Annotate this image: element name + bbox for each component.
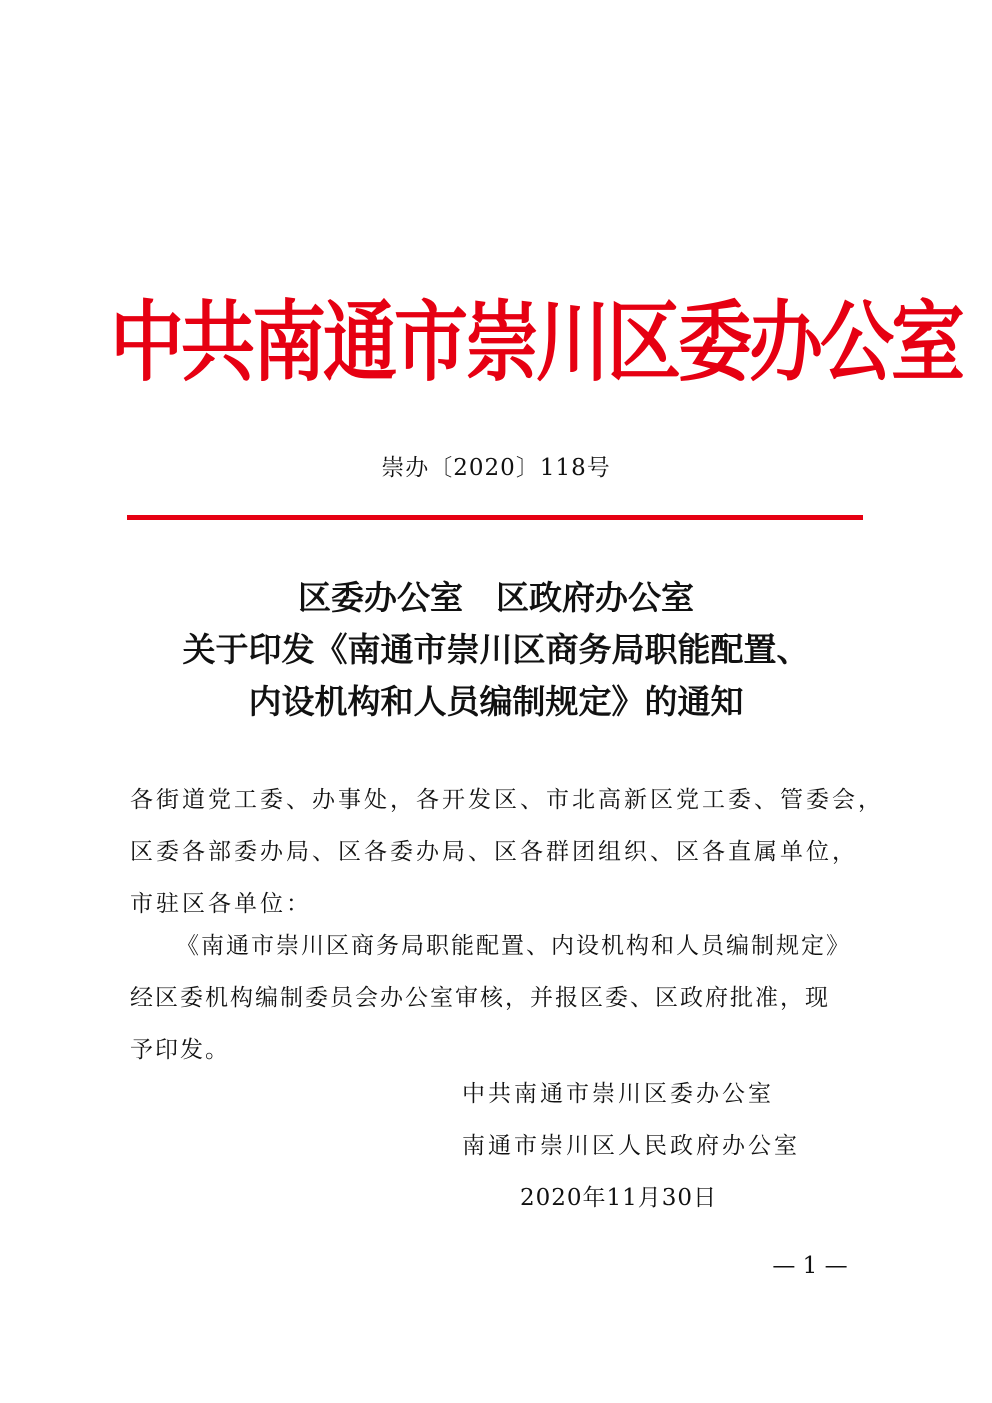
recipients-block	[130, 774, 884, 930]
signature-org-2: 南通市崇川区人民政府办公室	[462, 1133, 800, 1159]
signature-org-1: 中共南通市崇川区委办公室	[462, 1081, 774, 1107]
body-line-1: 《南通市崇川区商务局职能配置、内设机构和人员编制规定》	[176, 933, 851, 959]
title-line-2: 关于印发《南通市崇川区商务局职能配置、	[182, 630, 810, 669]
recipients-line-2: 区委各部委办局、区各委办局、区各群团组织、区各直属单位，	[130, 839, 858, 865]
masthead-title: 中共南通市崇川区委办公室	[110, 292, 962, 394]
title-line-1: 区委办公室 区政府办公室	[298, 578, 694, 617]
body-line-3: 予印发。	[130, 1037, 230, 1063]
recipients-line-1: 各街道党工委、办事处，各开发区、市北高新区党工委、管委会，	[130, 787, 884, 813]
recipients-line-3: 市驻区各单位：	[130, 891, 312, 917]
body-paragraph	[130, 920, 870, 1076]
signature-date: 2020年11月30日	[520, 1185, 718, 1211]
body-line-2: 经区委机构编制委员会办公室审核，并报区委、区政府批准，现	[130, 985, 830, 1011]
title-line-3: 内设机构和人员编制规定》的通知	[248, 682, 744, 721]
red-divider	[127, 515, 863, 520]
page-number: — 1 —	[772, 1253, 848, 1279]
notice-title	[100, 572, 892, 728]
signature-block	[462, 1068, 842, 1224]
document-number: 崇办〔2020〕118号	[381, 455, 611, 481]
